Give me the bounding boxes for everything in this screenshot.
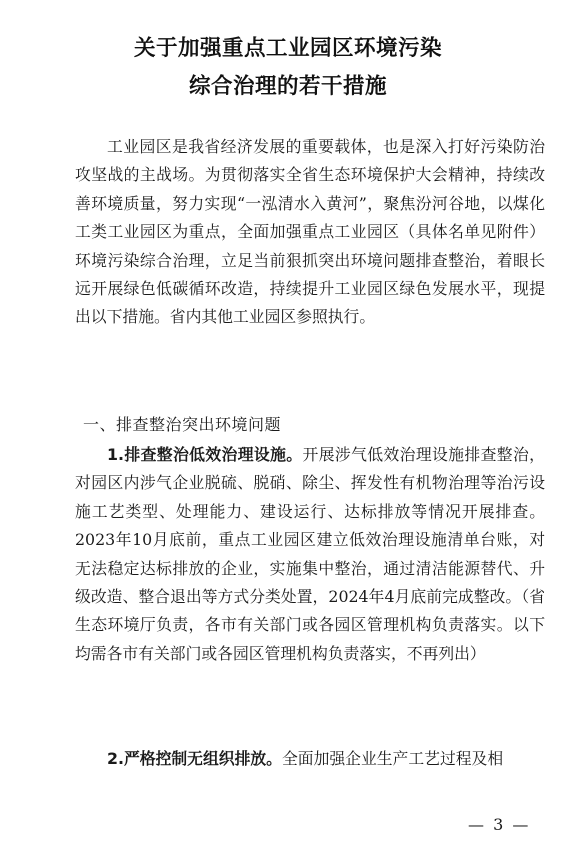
document-title-line-2: 综合治理的若干措施 [188,74,387,99]
page-number: — 3 — [468,815,531,834]
document-title-line-1: 关于加强重点工业园区环境污染 [133,36,442,61]
item-1-body: 开展涉气低效治理设施排查整治，对园区内涉气企业脱硫、脱硝、除尘、挥发性有机物治理等治污设施工艺类型、处理能力、建设运行、达标排放等情况开展排查。2023年10月底前，重点工业园区建立低效治理设施清单台账，对无法稳定达标排放的企业，实施集中整治，通过清洁能源替代、升级改造、整合退出等方式分类处置，2024年4月底前完成整改。（省生态环境厅负责，各市有关部门或各园区管理机构负责落实。以下均需各市有关部门或各园区管理机构负责落实，不再列出） [75,445,545,663]
item-1-lead: 1.排查整治低效治理设施。 [107,445,303,464]
section-heading-1: 一、排查整治突出环境问题 [83,415,282,434]
intro-paragraph: 工业园区是我省经济发展的重要载体，也是深入打好污染防治攻坚战的主战场。为贯彻落实全省生态环境保护大会精神，持续改善环境质量，努力实现“一泓清水入黄河”，聚焦汾河谷地，以煤化工类工业园区为重点，全面加强重点工业园区（具体名单见附件）环境污染综合治理，立足当前狠抓突出环境问题排查整治，着眼长远开展绿色低碳循环改造，持续提升工业园区绿色发展水平，现提出以下措施。省内其他工业园区参照执行。 [75,137,545,327]
item-2-lead: 2.严格控制无组织排放。 [107,749,282,768]
item-2-paragraph [75,745,545,773]
item-2-body: 全面加强企业生产工艺过程及相 [281,749,504,768]
item-1-paragraph [75,441,545,668]
